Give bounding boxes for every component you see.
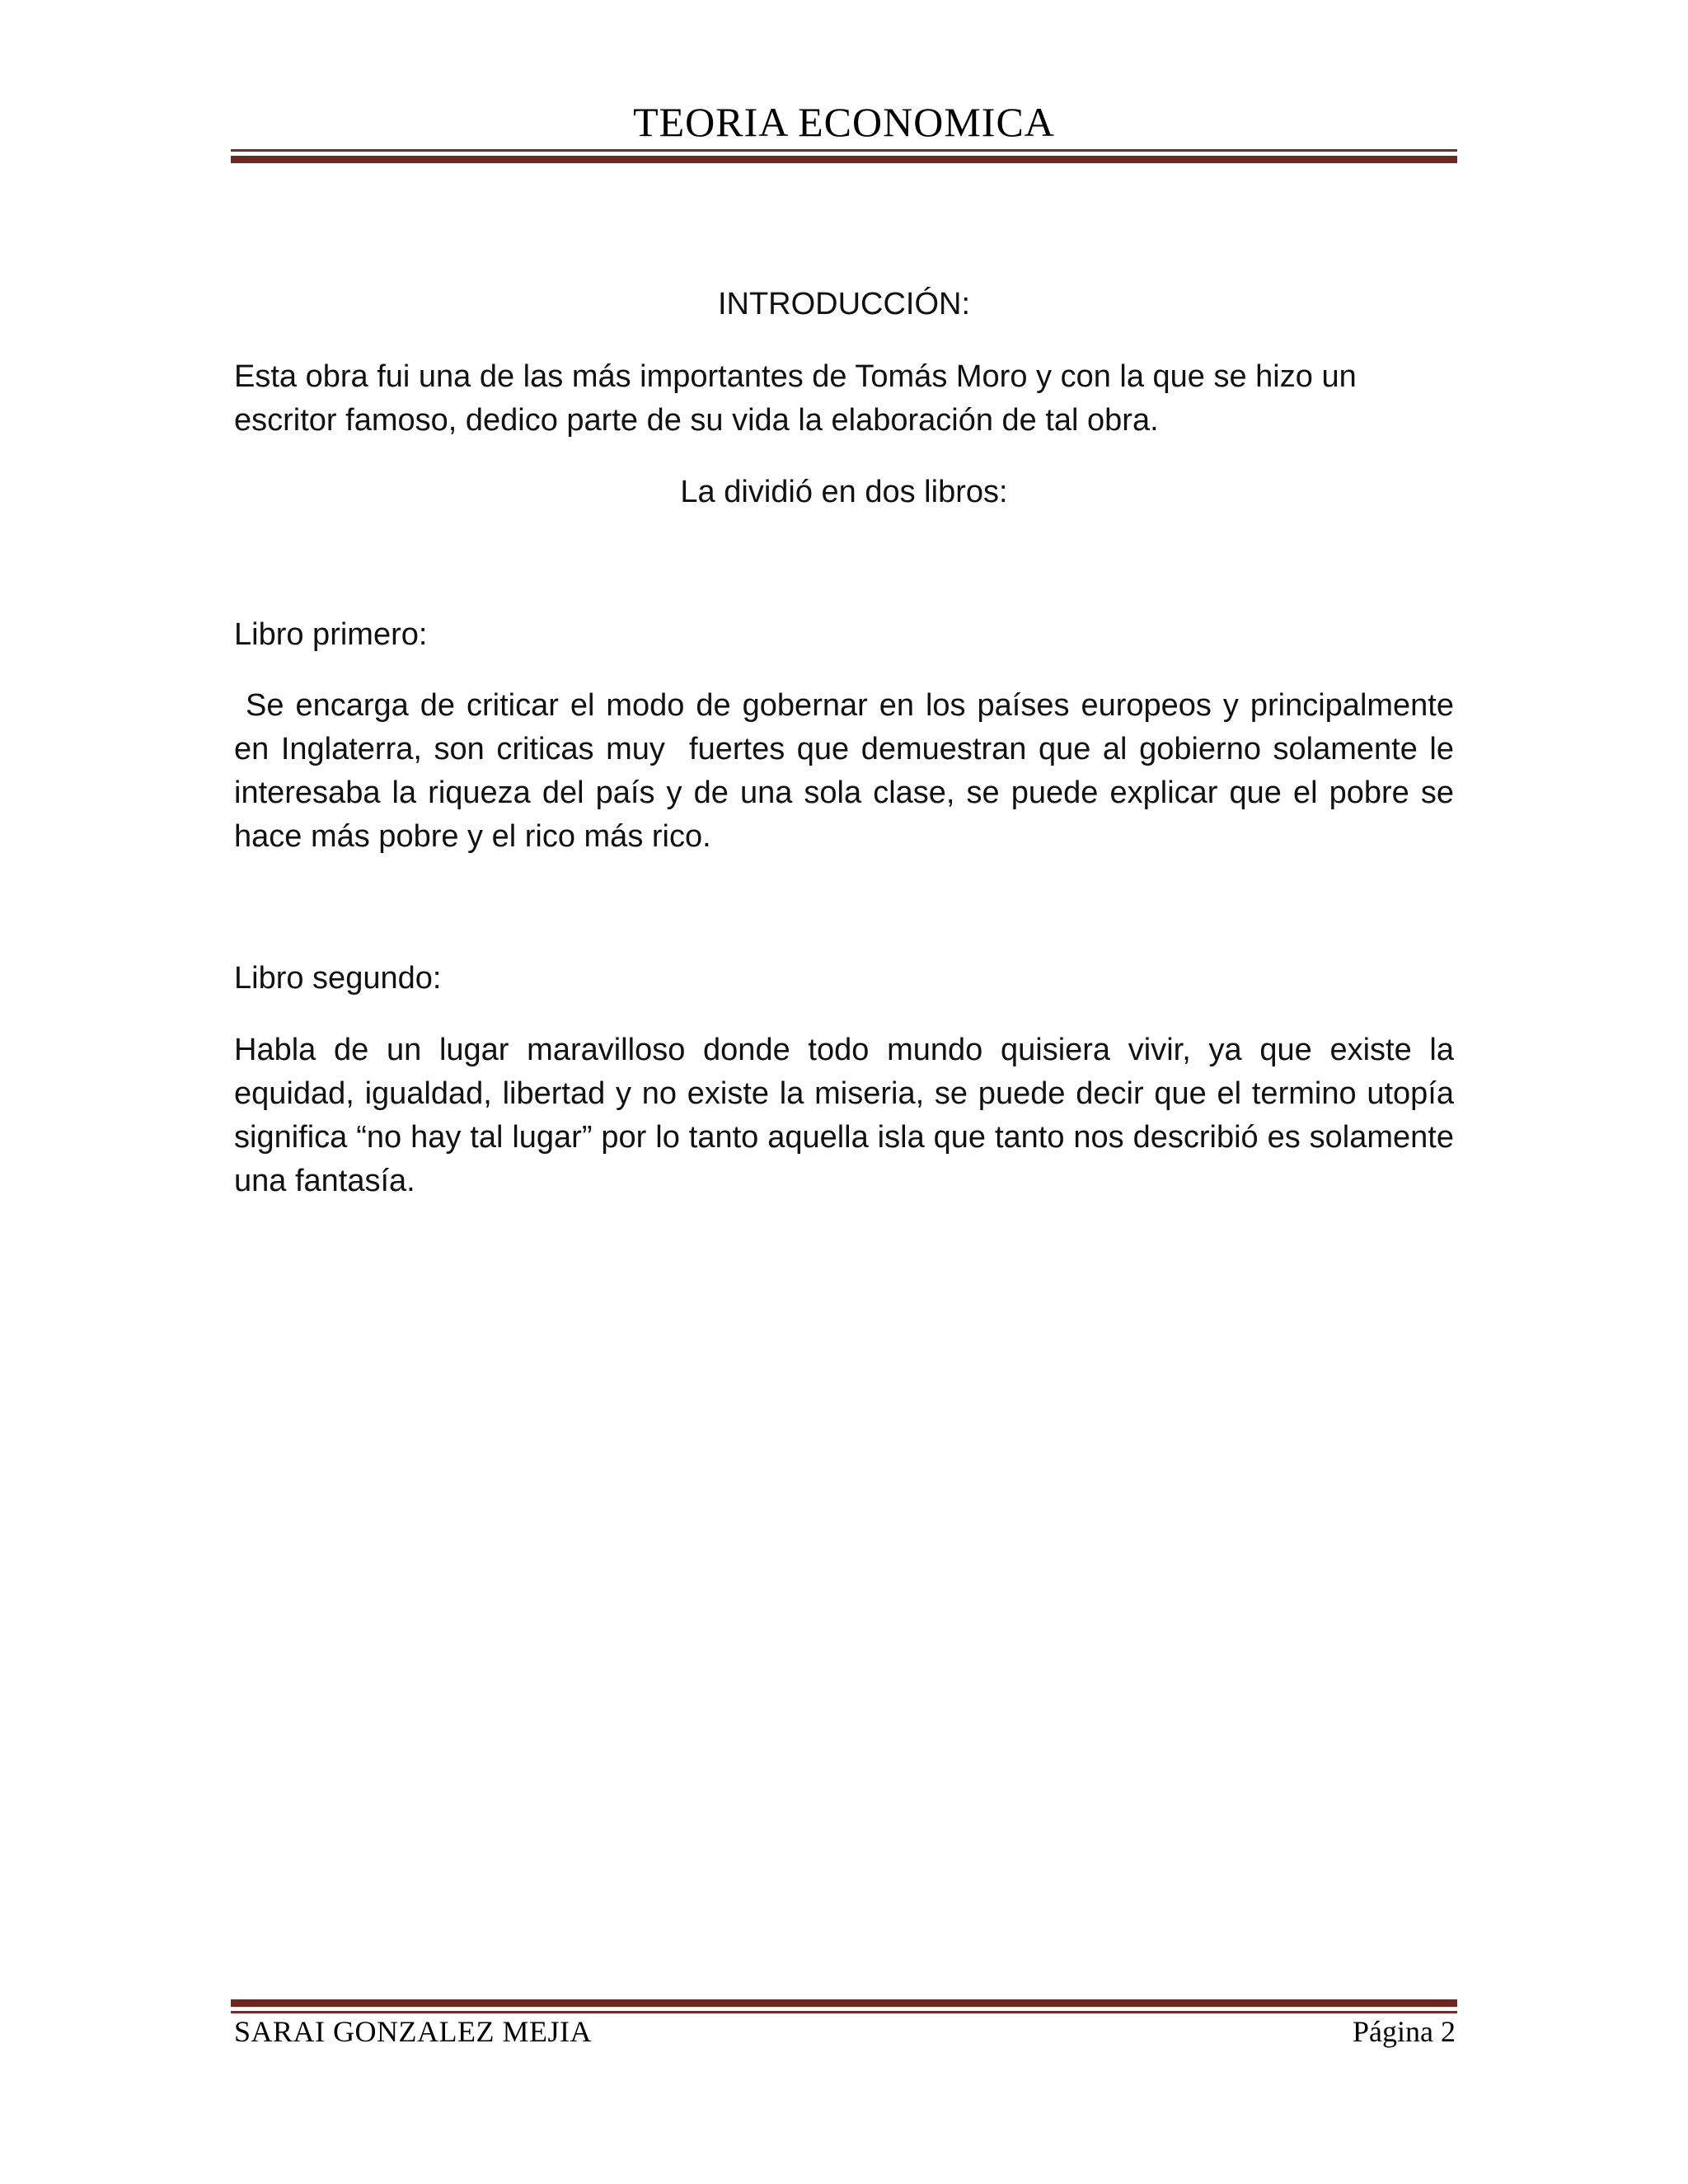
intro-paragraph: Esta obra fui una de las más importantes de Tomás Moro y con la que se hizo un escritor famoso, dedico parte de su vida la elaboración de tal obra.: [234, 359, 1357, 438]
book1-paragraph: Se encarga de criticar el modo de gobernar en los países europeos y principalmente en Inglaterra, son criticas muy fuertes que demuestran que al gobierno solamente le interesaba la riqueza del país y de una sola clase, se puede explicar que el pobre se hace más pobre y el rico más rico.: [234, 688, 1463, 854]
book1-heading: Libro primero:: [234, 617, 428, 652]
book2-heading: Libro segundo:: [234, 961, 442, 996]
header-title: TEORIA ECONOMICA: [633, 99, 1055, 145]
intro-heading: INTRODUCCIÓN:: [717, 287, 971, 321]
footer-page-number: Página 2: [1353, 2015, 1456, 2048]
footer-author: SARAI GONZALEZ MEJIA: [234, 2015, 592, 2048]
book2-paragraph: Habla de un lugar maravilloso donde todo mundo quisiera vivir, ya que existe la equidad, igualdad, libertad y no existe la miseria, se puede decir que el termino utopía significa “no hay tal lugar” por lo tanto aquella isla que tanto nos describió es solamente una fantasía.: [234, 1033, 1454, 1198]
header-divider: [231, 149, 1457, 163]
division-line: La dividió en dos libros:: [680, 475, 1008, 509]
